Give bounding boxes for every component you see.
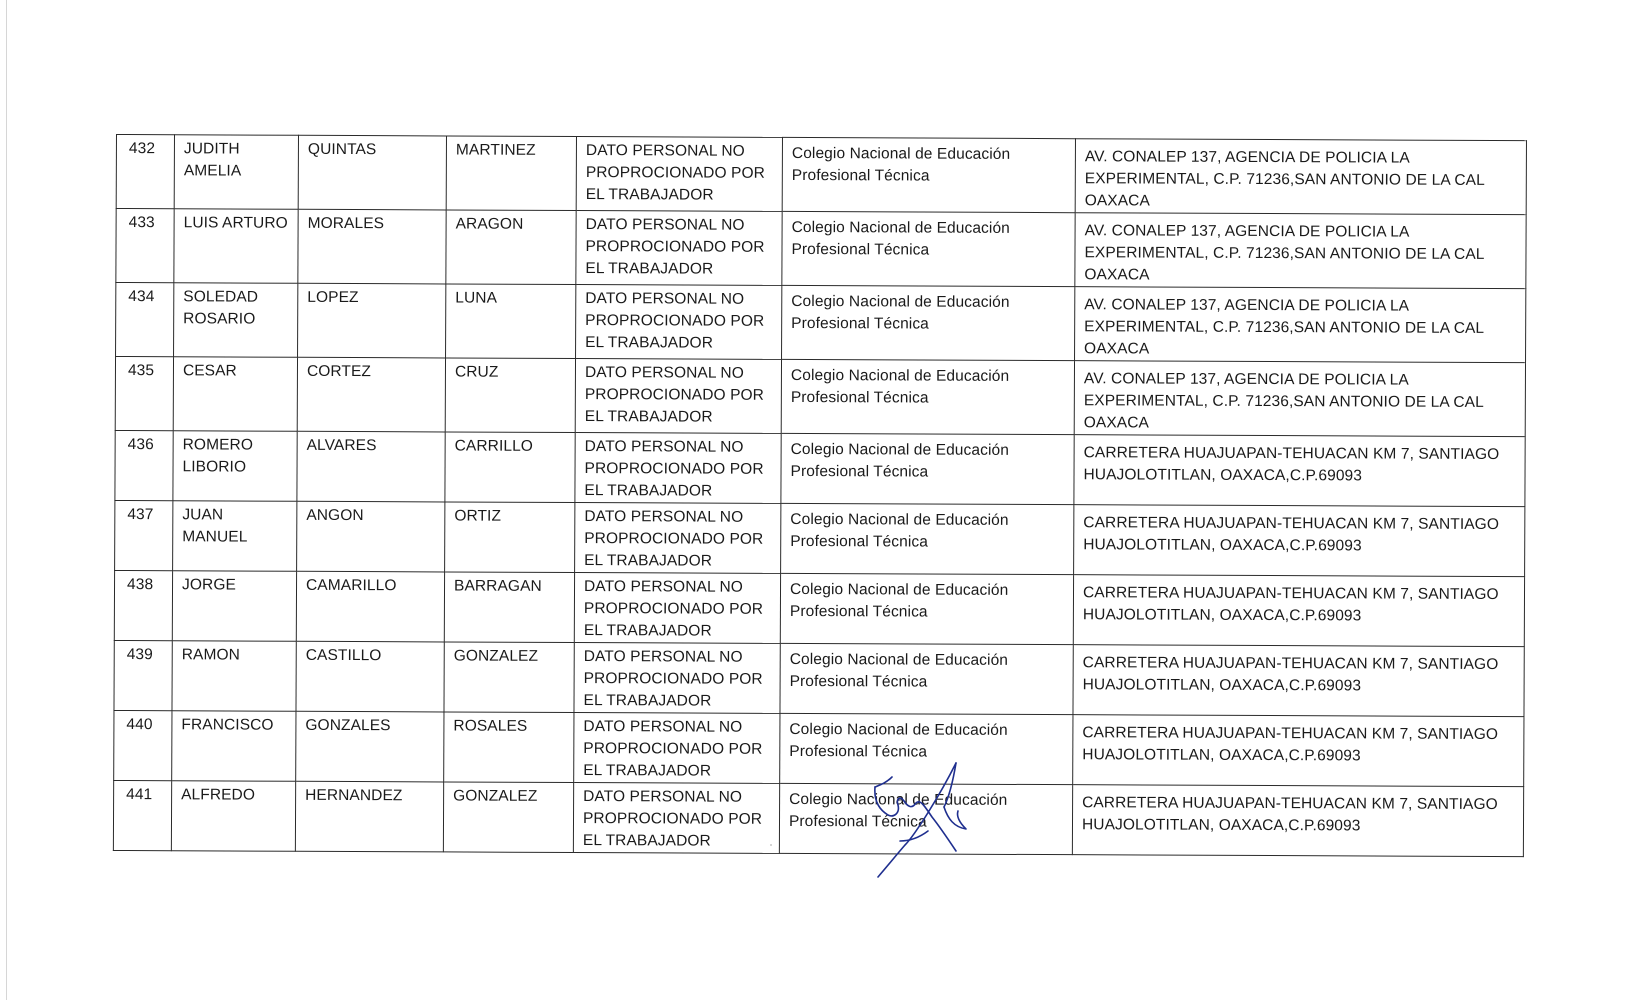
first-name: JORGE xyxy=(172,571,296,642)
maternal-surname: GONZALEZ xyxy=(443,782,573,853)
paternal-surname: MORALES xyxy=(298,209,446,284)
maternal-surname: BARRAGAN xyxy=(444,572,574,643)
table-row xyxy=(114,640,1524,716)
address: CARRETERA HUAJUAPAN-TEHUACAN KM 7, SANTIAGO HUAJOLOTITLAN, OAXACA,C.P.69093 xyxy=(1072,785,1523,857)
personal-data-note: DATO PERSONAL NO PROPROCIONADO POR EL TRABAJADOR xyxy=(576,211,782,286)
table-row xyxy=(114,570,1524,646)
maternal-surname: ROSALES xyxy=(444,712,574,783)
first-name: CESAR xyxy=(173,357,297,432)
address: CARRETERA HUAJUAPAN-TEHUACAN KM 7, SANTIAGO HUAJOLOTITLAN, OAXACA,C.P.69093 xyxy=(1073,715,1524,787)
table-row xyxy=(116,283,1526,363)
paternal-surname: LOPEZ xyxy=(298,283,446,358)
row-number: 436 xyxy=(115,430,173,500)
row-number: 439 xyxy=(114,640,172,710)
paternal-surname: GONZALES xyxy=(296,711,444,782)
institution: Colegio Nacional de Educación Profesional Técnica xyxy=(781,503,1074,574)
table-row xyxy=(115,500,1525,576)
handwritten-signature-icon xyxy=(870,755,990,885)
records-table xyxy=(113,134,1527,857)
table-row xyxy=(115,357,1525,437)
row-number: 440 xyxy=(114,710,172,780)
personal-data-note: DATO PERSONAL NO PROPROCIONADO POR EL TRABAJADOR xyxy=(575,359,781,434)
table-row xyxy=(116,135,1526,215)
address: CARRETERA HUAJUAPAN-TEHUACAN KM 7, SANTIAGO HUAJOLOTITLAN, OAXACA,C.P.69093 xyxy=(1074,505,1525,577)
row-number: 432 xyxy=(116,135,174,209)
first-name: FRANCISCO xyxy=(172,711,296,782)
paternal-surname: HERNANDEZ xyxy=(295,781,443,852)
institution: Colegio Nacional de Educación Profesional Técnica xyxy=(781,359,1074,434)
institution: Colegio Nacional de Educación Profesional Técnica xyxy=(780,713,1073,784)
table-row xyxy=(113,780,1523,856)
institution: Colegio Nacional de Educación Profesional Técnica xyxy=(780,573,1073,644)
scan-page-edge xyxy=(6,0,7,1000)
first-name: LUIS ARTURO xyxy=(174,209,298,284)
table-row xyxy=(115,430,1525,506)
first-name: JUDITH AMELIA xyxy=(174,135,298,210)
personal-data-note: DATO PERSONAL NO PROPROCIONADO POR EL TRABAJADOR xyxy=(576,285,782,360)
maternal-surname: MARTINEZ xyxy=(446,136,576,211)
paternal-surname: CORTEZ xyxy=(297,357,445,432)
paternal-surname: CASTILLO xyxy=(296,641,444,712)
address: AV. CONALEP 137, AGENCIA DE POLICIA LA EXPERIMENTAL, C.P. 71236,SAN ANTONIO DE LA CAL OAXACA xyxy=(1074,361,1525,437)
paternal-surname: CAMARILLO xyxy=(296,571,444,642)
personal-data-note: DATO PERSONAL NO PROPROCIONADO POR EL TRABAJADOR xyxy=(574,643,780,714)
first-name: SOLEDAD ROSARIO xyxy=(174,283,298,358)
first-name: RAMON xyxy=(172,641,296,712)
row-number: 441 xyxy=(113,780,171,850)
signature-loop-stroke xyxy=(875,787,956,851)
address: AV. CONALEP 137, AGENCIA DE POLICIA LA EXPERIMENTAL, C.P. 71236,SAN ANTONIO DE LA CAL OAXACA xyxy=(1075,213,1526,289)
personal-data-note: DATO PERSONAL NO PROPROCIONADO POR EL TRABAJADOR xyxy=(575,433,781,504)
table-row xyxy=(114,710,1524,786)
maternal-surname: LUNA xyxy=(446,284,576,359)
first-name: ALFREDO xyxy=(171,781,295,852)
personal-data-note: DATO PERSONAL NO PROPROCIONADO POR EL TRABAJADOR xyxy=(573,783,779,854)
address: CARRETERA HUAJUAPAN-TEHUACAN KM 7, SANTIAGO HUAJOLOTITLAN, OAXACA,C.P.69093 xyxy=(1074,435,1525,507)
first-name: JUAN MANUEL xyxy=(173,501,297,572)
paternal-surname: ANGON xyxy=(297,501,445,572)
row-number: 433 xyxy=(116,209,174,283)
row-number: 438 xyxy=(114,570,172,640)
address: CARRETERA HUAJUAPAN-TEHUACAN KM 7, SANTIAGO HUAJOLOTITLAN, OAXACA,C.P.69093 xyxy=(1073,575,1524,647)
maternal-surname: CRUZ xyxy=(445,358,575,433)
institution: Colegio Nacional de Educación Profesional Técnica xyxy=(779,783,1072,854)
maternal-surname: GONZALEZ xyxy=(444,642,574,713)
institution: Colegio Nacional de Educación Profesional Técnica xyxy=(782,137,1075,212)
institution: Colegio Nacional de Educación Profesional Técnica xyxy=(781,433,1074,504)
maternal-surname: ARAGON xyxy=(446,210,576,285)
paternal-surname: QUINTAS xyxy=(298,135,446,210)
personal-data-note: DATO PERSONAL NO PROPROCIONADO POR EL TRABAJADOR xyxy=(575,503,781,574)
institution: Colegio Nacional de Educación Profesional Técnica xyxy=(780,643,1073,714)
personal-data-note: DATO PERSONAL NO PROPROCIONADO POR EL TRABAJADOR xyxy=(576,137,782,212)
maternal-surname: CARRILLO xyxy=(445,432,575,503)
paternal-surname: ALVARES xyxy=(297,431,445,502)
row-number: 435 xyxy=(115,357,173,431)
signature-strokes xyxy=(875,763,966,877)
signature-end-flourish xyxy=(944,807,966,829)
signature-upper-stroke xyxy=(944,763,956,807)
institution: Colegio Nacional de Educación Profesional Técnica xyxy=(782,285,1075,360)
row-number: 434 xyxy=(116,283,174,357)
row-number: 437 xyxy=(115,500,173,570)
personal-data-note: DATO PERSONAL NO PROPROCIONADO POR EL TRABAJADOR xyxy=(574,713,780,784)
first-name: ROMERO LIBORIO xyxy=(173,431,297,502)
institution: Colegio Nacional de Educación Profesional Técnica xyxy=(782,211,1075,286)
maternal-surname: ORTIZ xyxy=(445,502,575,573)
address: AV. CONALEP 137, AGENCIA DE POLICIA LA EXPERIMENTAL, C.P. 71236,SAN ANTONIO DE LA CAL OAXACA xyxy=(1075,287,1526,363)
table-row xyxy=(116,209,1526,289)
signature-long-stroke xyxy=(878,763,956,877)
personal-data-note: DATO PERSONAL NO PROPROCIONADO POR EL TRABAJADOR xyxy=(574,573,780,644)
address: CARRETERA HUAJUAPAN-TEHUACAN KM 7, SANTIAGO HUAJOLOTITLAN, OAXACA,C.P.69093 xyxy=(1073,645,1524,717)
signature-start-hook xyxy=(875,777,892,787)
records-table-wrapper xyxy=(113,134,1526,857)
address: AV. CONALEP 137, AGENCIA DE POLICIA LA EXPERIMENTAL, C.P. 71236,SAN ANTONIO DE LA CAL OAXACA xyxy=(1075,139,1526,215)
